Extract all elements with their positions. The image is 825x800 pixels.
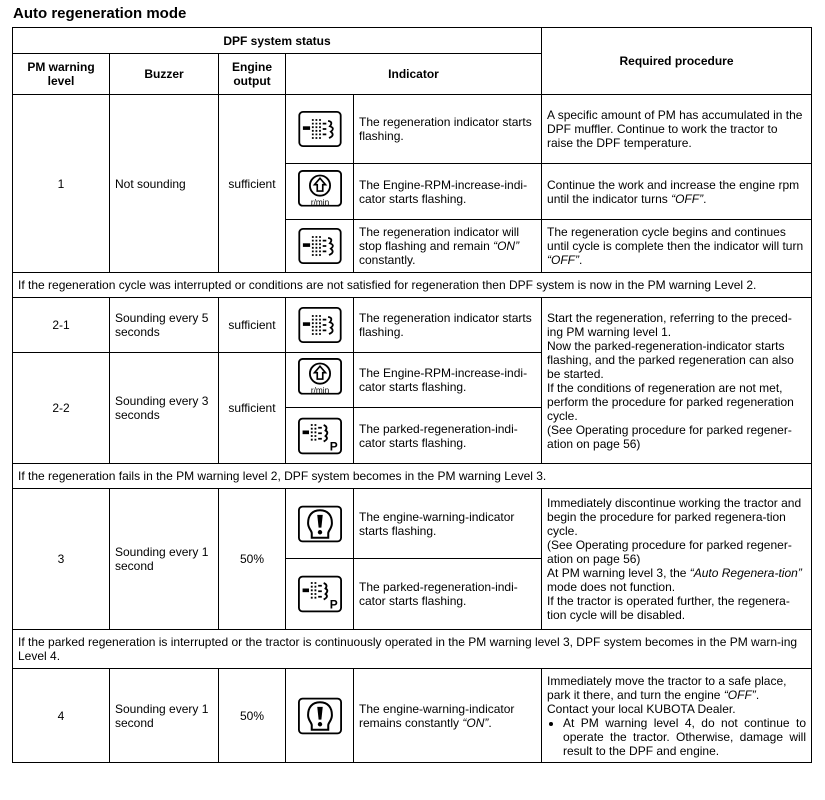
indicator-text: The engine-warning-indicator remains constantly “ON”. (354, 669, 542, 763)
buzzer-cell: Sounding every 1 second (110, 489, 219, 630)
table-row (13, 298, 812, 353)
engine-warning-icon (298, 697, 342, 735)
dpf-system-status-header: DPF system status (13, 28, 542, 54)
engine-warning-icon (298, 505, 342, 543)
engine-rpm-increase-icon (298, 358, 342, 402)
parked-label: P (329, 597, 338, 612)
parked-regeneration-icon (298, 575, 342, 613)
indicator-icon-cell (286, 559, 354, 630)
indicator-icon-cell (286, 408, 354, 464)
dpf-regeneration-icon (298, 307, 342, 343)
note-row (13, 630, 812, 669)
dpf-status-table (12, 27, 812, 763)
indicator-text: The regeneration indicator will stop flashing and remain “ON” constantly. (354, 220, 542, 273)
table-row (13, 95, 812, 164)
procedure-text: A specific amount of PM has accumulated in the DPF muffler. Continue to work the tractor to raise the DPF temperature. (542, 95, 812, 164)
indicator-text: The Engine-RPM-increase-indi-cator starts flashing. (354, 353, 542, 408)
procedure-text: The regeneration cycle begins and continues until cycle is complete then the indicator will turn “OFF”. (542, 220, 812, 273)
pm-level-cell: 2-2 (13, 353, 110, 464)
list-item: • At PM warning level 4, do not continue to operate the tractor. Otherwise, damage will result to the DPF and engine. (563, 716, 806, 758)
indicator-icon-cell (286, 95, 354, 164)
engine-output-cell: 50% (219, 669, 286, 763)
rpm-unit-label: r/min (310, 385, 329, 395)
header-row-group (13, 28, 812, 54)
dpf-regeneration-icon (298, 228, 342, 264)
indicator-icon-cell (286, 353, 354, 408)
indicator-text: The engine-warning-indicator starts flashing. (354, 489, 542, 559)
required-procedure-header: Required procedure (542, 28, 812, 95)
parked-regeneration-icon (298, 417, 342, 455)
engine-output-cell: sufficient (219, 298, 286, 353)
indicator-text: The regeneration indicator starts flashing. (354, 298, 542, 353)
indicator-icon-cell (286, 220, 354, 273)
engine-rpm-increase-icon (298, 170, 342, 214)
warning-bullet-list (547, 716, 806, 758)
indicator-icon-cell (286, 669, 354, 763)
buzzer-cell: Sounding every 1 second (110, 669, 219, 763)
rpm-unit-label: r/min (310, 197, 329, 207)
buzzer-cell: Sounding every 3 seconds (110, 353, 219, 464)
indicator-icon-cell (286, 489, 354, 559)
pm-level-cell: 4 (13, 669, 110, 763)
indicator-header: Indicator (286, 54, 542, 95)
buzzer-cell: Not sounding (110, 95, 219, 273)
buzzer-header: Buzzer (110, 54, 219, 95)
note-row (13, 464, 812, 489)
pm-level-cell: 1 (13, 95, 110, 273)
transition-note: If the parked regeneration is interrupted or the tractor is continuously operated in the PM warning level 3, DPF system becomes in the PM warn-ing Level 4. (13, 630, 812, 669)
table-row (13, 489, 812, 559)
note-row (13, 273, 812, 298)
transition-note: If the regeneration fails in the PM warning level 2, DPF system becomes in the PM warning Level 3. (13, 464, 812, 489)
pm-warning-level-header: PM warning level (13, 54, 110, 95)
table-row (13, 669, 812, 763)
engine-output-header: Engine output (219, 54, 286, 95)
indicator-text: The parked-regeneration-indi-cator starts flashing. (354, 559, 542, 630)
engine-output-cell: sufficient (219, 353, 286, 464)
procedure-text: Immediately discontinue working the tractor and begin the procedure for parked regenera-tion cycle. (See Operating procedure for parked regener-ation on page 56) At PM warning level 3, the “Auto Regenera-tion” mode does not function. If the tractor is operated further, the regenera-tion cycle will be disabled. (542, 489, 812, 630)
procedure-text: Start the regeneration, referring to the preced-ing PM warning level 1. Now the parked-regeneration-indicator starts flashing, and the parked regeneration can also be started. If the conditions of regeneration are not met, perform the procedure for parked regeneration cycle. (See Operating procedure for parked regener-ation on page 56) (542, 298, 812, 464)
engine-output-cell: 50% (219, 489, 286, 630)
dpf-regeneration-icon (298, 111, 342, 147)
pm-level-cell: 2-1 (13, 298, 110, 353)
parked-label: P (329, 439, 338, 454)
page-title: Auto regeneration mode (13, 5, 187, 22)
procedure-text: Continue the work and increase the engine rpm until the indicator turns “OFF”. (542, 164, 812, 220)
pm-level-cell: 3 (13, 489, 110, 630)
indicator-text: The regeneration indicator starts flashing. (354, 95, 542, 164)
indicator-text: The Engine-RPM-increase-indi-cator starts flashing. (354, 164, 542, 220)
transition-note: If the regeneration cycle was interrupted or conditions are not satisfied for regeneration then DPF system is now in the PM warning Level 2. (13, 273, 812, 298)
indicator-icon-cell (286, 164, 354, 220)
indicator-text: The parked-regeneration-indi-cator starts flashing. (354, 408, 542, 464)
indicator-icon-cell (286, 298, 354, 353)
procedure-text: Immediately move the tractor to a safe place, park it there, and turn the engine “OFF”. Contact your local KUBOTA Dealer. • At PM warning level 4, do not continue to operate the tractor. Otherwise, damage will result to the DPF and engine. (542, 669, 812, 763)
engine-output-cell: sufficient (219, 95, 286, 273)
buzzer-cell: Sounding every 5 seconds (110, 298, 219, 353)
